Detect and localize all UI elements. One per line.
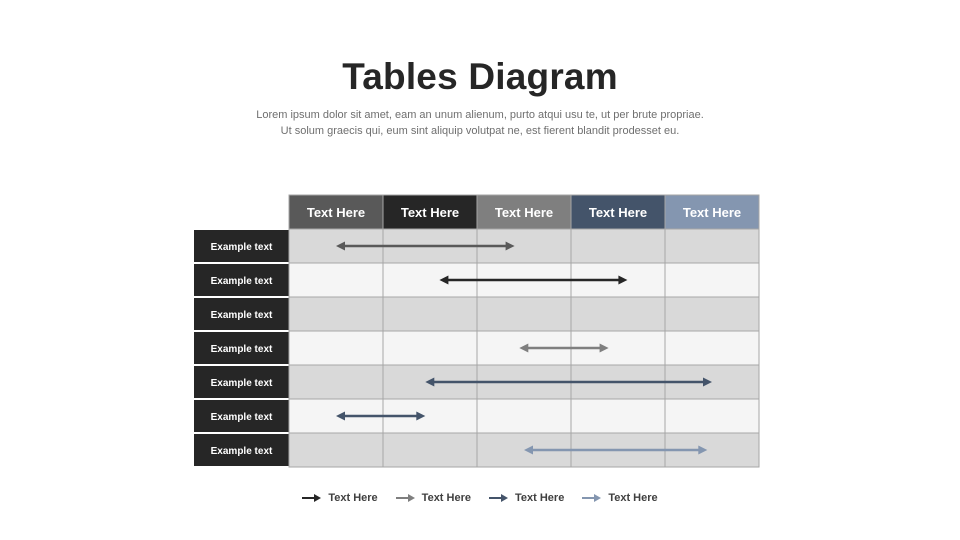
table-cell (665, 297, 759, 331)
legend-label: Text Here (328, 492, 378, 504)
table-cell (289, 263, 383, 297)
legend-label: Text Here (608, 492, 658, 504)
legend-item (396, 492, 471, 504)
legend-arrow-icon (396, 493, 416, 503)
page-title: Tables Diagram (342, 56, 618, 97)
row-header-label: Example text (210, 242, 273, 253)
row-header-label: Example text (210, 276, 273, 287)
row-header-label: Example text (210, 310, 273, 321)
row-header-label: Example text (210, 412, 273, 423)
row-header-label: Example text (210, 378, 273, 389)
legend (0, 492, 960, 504)
legend-arrow-icon (582, 493, 602, 503)
table-cell (289, 331, 383, 365)
table-cell (665, 399, 759, 433)
row-header-label: Example text (210, 446, 273, 457)
legend-item (489, 492, 564, 504)
column-header-label: Text Here (306, 205, 366, 220)
column-header-label: Text Here (494, 205, 554, 220)
table-cell (383, 331, 477, 365)
legend-label: Text Here (515, 492, 565, 504)
table-cell (571, 229, 665, 263)
table-cell (383, 433, 477, 467)
legend-item (582, 492, 657, 504)
table-cell (665, 331, 759, 365)
table-cell (289, 297, 383, 331)
legend-arrow-icon (489, 493, 509, 503)
table-cell (289, 433, 383, 467)
row-header-label: Example text (210, 344, 273, 355)
column-header-label: Text Here (400, 205, 460, 220)
table-cell (289, 365, 383, 399)
table-cell (383, 297, 477, 331)
table-cell (477, 399, 571, 433)
table-cell (571, 399, 665, 433)
column-header-label: Text Here (588, 205, 648, 220)
legend-label: Text Here (421, 492, 471, 504)
table-cell (477, 297, 571, 331)
subtitle-line-1: Lorem ipsum dolor sit amet, eam an unum alienum, purto atqui usu te, ut per brute propriae. (256, 109, 704, 121)
column-header-label: Text Here (682, 205, 742, 220)
legend-arrow-icon (302, 493, 322, 503)
subtitle-line-2: Ut solum graecis qui, eum sint aliquip volutpat ne, est fierent blandit prodesset eu. (280, 125, 680, 137)
table-cell (665, 229, 759, 263)
table-cell (571, 297, 665, 331)
legend-item (302, 492, 377, 504)
table-cell (665, 263, 759, 297)
